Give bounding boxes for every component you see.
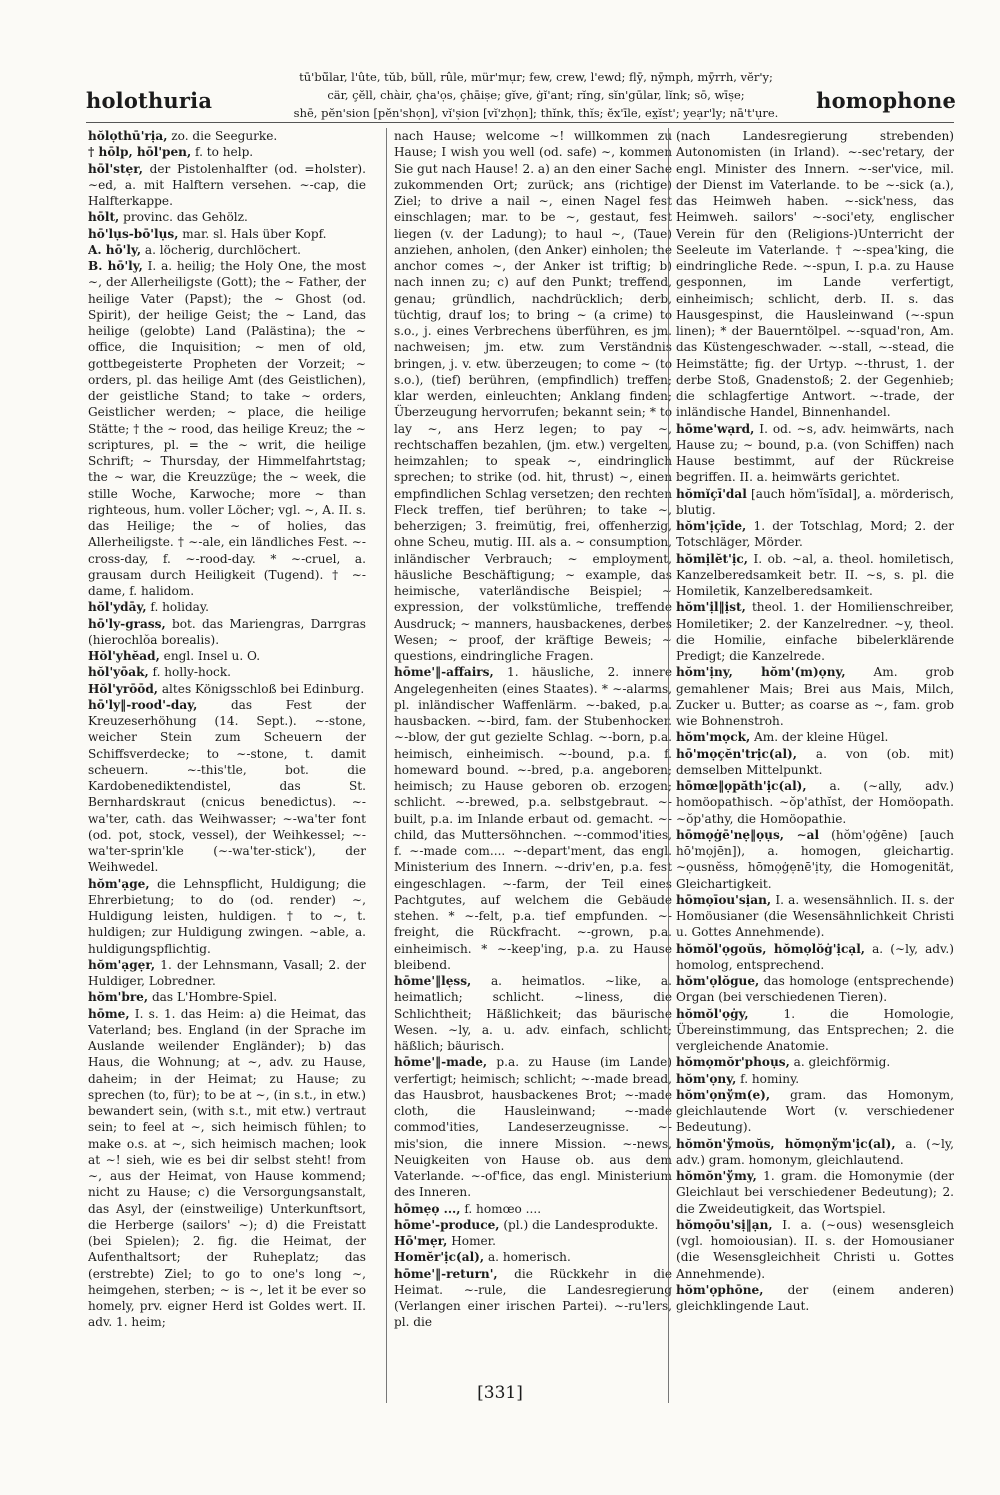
column-left <box>88 128 366 1406</box>
dictionary-entry <box>676 421 954 486</box>
headword: hŏm'ịçīde, <box>676 519 747 533</box>
definition: f. hominy. <box>736 1071 800 1086</box>
pronunciation-key-line: shē, pĕn'sion [pĕn'shọn], vĭ'ṣion [vĭ'zhọn]; thĭnk, thĭs; ĕx'īle, ex̤ĭst'; yeạr'ly; nā't'ụre. <box>293 106 779 120</box>
dictionary-entry <box>676 1071 954 1087</box>
dictionary-entry <box>88 258 366 599</box>
headword: hŏmŏl'ọġy, <box>676 1006 749 1021</box>
dictionary-entry <box>88 144 366 160</box>
definition: (pl.) die Landesprodukte. <box>499 1217 659 1232</box>
dictionary-entry <box>676 1054 954 1070</box>
headword: hŏmọōu'sị‖ạn, <box>676 1217 773 1232</box>
definition: der Pistolenhalfter (od. =holster). ∼ed, a. mit Halftern versehen. ∼-cap, die Halfterkappe. <box>88 161 366 208</box>
headword: hōmẹọ ..., <box>394 1201 461 1216</box>
definition: das Fest der Kreuzeserhöhung (14. Sept.). ∼-stone, weicher Stein zum Scheuern der Schiffsverdecke; to ∼-stone, t. damit scheuern. ∼-this'tle, bot. die Kardobenediktendistel, das St. Bernhardskraut (cnicus benedictus). ∼-wa'ter, cath. das Weihwasser; ∼-wa'ter font (od. pot, stock, vessel), der Weihkessel; ∼-wa'ter-sprin'kle (∼-wa'ter-stick'), der Weihwedel. <box>88 697 366 875</box>
definition: 1. häusliche, 2. innere Angelegenheiten (eines Staates). * ∼-alarms, pl. inländischer Waffenlärm. ∼-baked, p.a. hausbacken. ∼-bird, fam. der Stubenhocker. ∼-blow, der gut gezielte Schlag. ∼-born, p.a. heimisch, einheimisch. ∼-bound, p.a. f. homeward bound. ∼-bred, p.a. angeboren; heimisch; zu Hause geboren ob. erzogen; schlicht. ∼-brewed, p.a. selbstgebraut. ∼-built, p.a. im Inlande erbaut od. gemacht. ∼-child, das Muttersöhnchen. ∼-commod'ities, f. ∼-made com.... ∼-depart'ment, das engl. Ministerium des Innern. ∼-driv'en, p.a. fest eingeschlagen. ∼-farm, der Teil eines Pachtgutes, auf welchem die Gebäude stehen. * ∼-felt, p.a. tief empfunden. ∼-freight, die Rückfracht. ∼-grown, p.a. einheimisch. * ∼-keep'ing, p.a. zu Hause bleibend. <box>394 665 672 972</box>
headword: hŏmọmŏr'phoụs, <box>676 1055 790 1070</box>
headword: Hō'mẹr, <box>394 1234 448 1248</box>
pronunciation-key-line: tū'bū̆lar, l'ûte, tŭb, bŭll, rûle, mür'mụr; few, crew, l'ewd; flȳ, nȳmph, mȳrrh, vĕr'y; <box>299 70 773 84</box>
headword: hŏm'mọck, <box>676 730 751 745</box>
headword: hŏm'ọlŏgue, <box>676 974 760 988</box>
dictionary-entry <box>88 226 366 242</box>
headword: Hŏl'yhĕad, <box>88 649 160 663</box>
headword: B. hō'ly, <box>88 259 143 273</box>
headword: hō'mọçĕn'trịc(al), <box>676 746 797 761</box>
headword: Homĕr'ịc(al), <box>394 1250 485 1265</box>
headword: A. hō'ly, <box>88 242 142 257</box>
dictionary-entry <box>676 729 954 745</box>
dictionary-entry <box>676 1282 954 1315</box>
headword: hŏmĭçī'dal <box>676 486 747 501</box>
definition: a. (∼ly, adv.) homolog, entsprechend. <box>676 941 954 972</box>
headword: hŏmŏn'ўmy, <box>676 1169 757 1183</box>
definition: altes Königsschloß bei Edinburg. <box>158 681 365 696</box>
headword: Hŏl'yrōōd, <box>88 681 158 696</box>
definition: p.a. zu Hause (im Lande) verfertigt; heimisch; schlicht; ∼-made bread, das Hausbrot, hausbackenes Brot; ∼-made cloth, die Hausleinwand; ∼-made commod'ities, Landeserzeugnisse. ∼-mis'sion, die innere Mission. ∼-news, Neuigkeiten von Hause ob. aus dem Vaterlande. ∼-of'fice, das engl. Ministerium des Inneren. <box>394 1055 672 1200</box>
definition: f. homœo .... <box>460 1201 542 1216</box>
definition: (nach Landesregierung strebenden) Autonomisten (in Irland). ∼-sec'retary, der engl. Minister des Innern. ∼-ser'vice, mil. der Dienst im Vaterlande. to be ∼-sick (a.), das Heimweh haben. ∼-sick'ness, das Heimweh. sailors' ∼-soci'ety, englischer Verein für den (Religions-)Unterricht der Seeleute im Vaterlande. † ∼-spea'king, die eindringliche Rede. ∼-spun, I. p.a. zu Hause gesponnen, im Lande verfertigt, einheimisch; schlicht, derb. II. s. das Hausgespinst, die Hausleinwand (∼-spun linen); * der Bauerntölpel. ∼-squad'ron, Am. das Küstengeschwader. ∼-stall, ∼-stead, die Heimstätte; fig. der Urtyp. ∼-thrust, 1. der derbe Stoß, Gnadenstoß; 2. der Gegenhieb; die schlagfertige Antwort. ∼-trade, der inländische Handel, Binnenhandel. <box>676 129 954 420</box>
dictionary-entry <box>676 1006 954 1055</box>
dictionary-entry <box>676 486 954 519</box>
headword: hōme'wạrd, <box>676 421 755 436</box>
column-middle <box>394 128 672 1406</box>
dictionary-entry <box>676 551 954 600</box>
definition: 1. gram. die Homonymie (der Gleichlaut bei verschiedener Bedeutung); 2. die Zweideutigkeit, das Wortspiel. <box>676 1169 954 1216</box>
definition: 1. die Homologie, Übereinstimmung, das Entsprechen; 2. die vergleichende Anatomie. <box>676 1006 954 1053</box>
guide-word-right: homophone <box>816 88 956 113</box>
definition: I. s. 1. das Heim: a) die Heimat, das Vaterland; bes. England (in der Sprache im Auslande weilender Engländer); b) das Haus, die Wohnung; at ∼, adv. zu Hause, daheim; in der Heimat; zu Hause; zu sprechen (to, für); to be at ∼, (in s.t., in etw.) bewandert sein, (with s.t., mit etw.) vertraut sein; to feel at ∼, sich heimisch fühlen; to make o.s. at ∼, sich heimisch machen; look at ∼! sieh, wie es bei dir selbst steht! from ∼, aus der Heimat, von Hause kommend; nicht zu Hause; c) die Versorgungsanstalt, das Asyl, der (einstweilige) Unterkunftsort, die Herberge (sailors' ∼); d) die Freistatt (bei Spielen); 2. fig. die Heimat, der Aufenthaltsort; der Ruheplatz; das (erstrebte) Ziel; to go to one's long ∼, heimgehen, sterben; ∼ is ∼, let it be ever so homely, prv. eigner Herd ist Goldes wert. II. adv. 1. heim; <box>88 1006 366 1330</box>
definition: das homologe (entsprechende) Organ (bei verschiedenen Tieren). <box>676 974 954 1005</box>
dictionary-entry <box>88 128 366 144</box>
headword: hŏm'ọny, <box>676 1071 737 1086</box>
headword: hō'ly-grass, <box>88 616 166 631</box>
dictionary-entry <box>676 1168 954 1217</box>
definition: f. holiday. <box>146 600 209 615</box>
definition: bot. das Mariengras, Darrgras (hierochlŏa borealis). <box>88 616 366 647</box>
pronunciation-key-line: cär, çĕll, chàir, çha'ọs, çhāiṣe; gĭve, ġĭ'ant; rĭng, sĭn'gūlar, lĭnk; sō, wīṣe; <box>327 88 745 102</box>
definition: I. a. (∼ous) wesensgleich (vgl. homoiousian). II. s. der Homousianer (die Wesensgleichheit Christi u. Gottes Annehmende). <box>676 1217 954 1281</box>
dictionary-entry <box>88 957 366 990</box>
definition: I. ob. ∼al, a. theol. homiletisch, Kanzelberedsamkeit betr. II. ∼s, s. pl. die Homiletik, Kanzelberedsamkeit. <box>676 551 954 598</box>
dictionary-entry <box>676 599 954 664</box>
dictionary-entry <box>394 1249 672 1265</box>
page-header <box>86 60 956 120</box>
headword: † hōlp, hōl'pen, <box>88 145 192 160</box>
headword: hōmọġē'nẹ‖ọụs, ∼al <box>676 827 820 842</box>
page-number: [331] <box>477 1383 523 1403</box>
headword: hŏm'ịl‖ịst, <box>676 600 746 615</box>
definition: [auch hŏm'ĭsīdal], a. mörderisch, blutig. <box>676 486 954 517</box>
dictionary-entry <box>394 1201 672 1217</box>
definition: I. a. heilig; the Holy One, the most ∼, der Allerheiligste (Gott); the ∼ Father, der heilige Vater (Papst); the ∼ Ghost (od. Spirit), der heilige Geist; the ∼ Land, das heilige (gelobte) Land (Palästina); the ∼ office, die Inquisition; ∼ men of old, gottbegeisterte Propheten der Vorzeit; ∼ orders, pl. das heilige Amt (des Geistlichen), der geistliche Stand; to take ∼ orders, Geistlicher werden; ∼ place, die heilige Stätte; † the ∼ rood, das heilige Kreuz; the ∼ scriptures, pl. = the ∼ writ, die heilige Schrift; ∼ Thursday, der Himmelfahrtstag; the ∼ war, die Kreuzzüge; the ∼ week, die stille Woche, Karwoche; more ∼ than righteous, hum. voller Löcher; vgl. ∼, A. II. s. das Heilige; the ∼ of holies, das Allerheiligste. † ∼-ale, ein ländliches Fest. ∼-cross-day, f. ∼-rood-day. * ∼-cruel, a. grausam durch Heiligkeit (Tugend). † ∼-dame, f. halidom. <box>88 259 366 598</box>
headword: hŏm'ạgẹr, <box>88 957 156 972</box>
headword: hŏmŏn'ўmoŭs, hŏmọnўm'ịc(al), <box>676 1136 896 1151</box>
dictionary-entry <box>88 242 366 258</box>
headword: hōlt, <box>88 210 120 225</box>
headword: hŏl'yōak, <box>88 665 149 680</box>
dictionary-entry <box>676 664 954 729</box>
headword: hōme'-produce, <box>394 1217 500 1232</box>
dictionary-entry <box>394 1233 672 1249</box>
dictionary-entry <box>88 876 366 957</box>
dictionary-entry <box>88 1006 366 1331</box>
guide-word-left: holothuria <box>86 88 213 113</box>
dictionary-entry <box>676 1087 954 1136</box>
definition: a. gleichförmig. <box>789 1055 891 1070</box>
dictionary-entry <box>394 973 672 1054</box>
headword: hōl'stẹr, <box>88 161 143 176</box>
definition: provinc. das Gehölz. <box>119 210 248 225</box>
headword: hŏm'ọnўm(e), <box>676 1087 771 1102</box>
dictionary-entry <box>394 664 672 973</box>
headword: hŏm'ọphōne, <box>676 1282 764 1297</box>
definition: 1. der Lehnsmann, Vasall; 2. der Huldiger, Lobredner. <box>88 957 366 988</box>
headword: hōme'‖-made, <box>394 1055 488 1070</box>
definition: f. to help. <box>191 145 254 160</box>
definition: der (einem anderen) gleichklingende Laut. <box>676 1282 954 1313</box>
dictionary-entry <box>394 128 672 664</box>
definition: f. holly-hock. <box>148 665 232 680</box>
headword: hŏl'ydāy, <box>88 600 147 615</box>
headword: hō'lụs-bō'lụs, <box>88 226 179 241</box>
headword: hŏm'bre, <box>88 990 149 1005</box>
dictionary-entry <box>88 648 366 664</box>
definition: die Lehnspflicht, Huldigung; die Ehrerbietung; to do (od. render) ∼, Huldigung leisten, huldigen. † to ∼, t. huldigen; zur Huldigung zwingen. ∼able, a. huldigungspflichtig. <box>88 876 366 956</box>
dictionary-entry <box>676 892 954 941</box>
dictionary-entry <box>88 989 366 1005</box>
dictionary-entry <box>88 681 366 697</box>
definition: engl. Insel u. O. <box>159 649 261 663</box>
definition: Am. grob gemahlener Mais; Brei aus Mais, Milch, Zucker u. Butter; as coarse as ∼, fam. grob wie Bohnenstroh. <box>676 665 954 728</box>
definition: a. heimatlos. ∼like, a. heimatlich; schlicht. ∼liness, die Schlichtheit; Häßlichkeit; das bäurische Wesen. ∼ly, a. u. adv. einfach, schlicht; häßlich; bäurisch. <box>394 974 672 1053</box>
definition: das L'Hombre-Spiel. <box>148 990 278 1005</box>
definition: 1. der Totschlag, Mord; 2. der Totschläger, Mörder. <box>676 519 954 550</box>
definition: Homer. <box>447 1234 496 1248</box>
headword: hŏm'ạge, <box>88 876 150 891</box>
headword: hō'ly‖-rood'-day, <box>88 697 198 712</box>
dictionary-entry <box>676 1136 954 1169</box>
definition: a. homerisch. <box>484 1250 571 1265</box>
dictionary-entry <box>676 518 954 551</box>
dictionary-entry <box>676 941 954 974</box>
dictionary-entry <box>394 1266 672 1331</box>
headword: hōme'‖lẹss, <box>394 974 472 988</box>
headword: hōmœ‖ọpăth'ịc(al), <box>676 779 807 793</box>
pronunciation-key <box>251 68 821 122</box>
dictionary-entry <box>88 161 366 210</box>
definition: theol. 1. der Homilienschreiber, Homiletiker; 2. der Kanzelredner. ∼y, theol. die Homilie, einfache bibelerklärende Predigt; die Kanzelrede. <box>676 600 954 663</box>
headword: hŏm'ịny, hŏm'(m)ọny, <box>676 665 846 680</box>
definition: Am. der kleine Hügel. <box>750 730 889 745</box>
headword: hōme'‖-return', <box>394 1266 498 1281</box>
definition: a. von (ob. mit) demselben Mittelpunkt. <box>676 746 954 777</box>
definition: I. od. ∼s, adv. heimwärts, nach Hause zu; ∼ bound, p.a. (von Schiffen) nach Hause bestimmt, auf der Rückreise begriffen. II. a. heimwärts gerichtet. <box>676 421 954 485</box>
dictionary-entry <box>88 664 366 680</box>
headword: hōmọīou'sịan, <box>676 892 772 907</box>
dictionary-entry <box>676 973 954 1006</box>
headword: hŏmŏl'ọgoŭs, hŏmọlŏġ'ịcạl, <box>676 941 866 956</box>
column-divider <box>668 128 669 1403</box>
headword: hŏlọthū'rịa, <box>88 129 168 143</box>
definition: (hŏm'ọġēne) [auch hō'mọjēn]), a. homogen, gleichartig. ∼ọusnĕss, hōmọġẹnē'ịty, die Homogenität, Gleichartigkeit. <box>676 827 954 891</box>
headword: hōme, <box>88 1006 130 1021</box>
headword: hŏmịlĕt'ịc, <box>676 551 748 566</box>
definition: mar. sl. Hals über Kopf. <box>178 226 327 241</box>
definition: a. löcherig, durchlöchert. <box>141 242 301 257</box>
dictionary-entry <box>88 599 366 615</box>
headword: hōme'‖-affairs, <box>394 665 494 680</box>
dictionary-entry <box>394 1054 672 1200</box>
definition: a. (∼ally, adv.) homöopathisch. ∼ŏp'athĭst, der Homöopath. ∼ŏp'athy, die Homöopathie. <box>676 779 954 826</box>
definition: a. (∼ly, adv.) gram. homonym, gleichlautend. <box>676 1136 954 1167</box>
definition: I. a. wesensähnlich. II. s. der Homöusianer (die Wesensähnlichkeit Christi u. Gottes Annehmende). <box>676 892 954 940</box>
definition: zo. die Seegurke. <box>167 129 278 143</box>
definition: die Rückkehr in die Heimat. ∼-rule, die Landesregierung (Verlangen einer irischen Partei). ∼-ru'lers, pl. die <box>394 1266 672 1330</box>
dictionary-entry <box>676 827 954 892</box>
dictionary-entry <box>676 128 954 421</box>
dictionary-entry <box>676 778 954 827</box>
dictionary-entry <box>88 209 366 225</box>
column-right <box>676 128 954 1406</box>
dictionary-entry <box>88 616 366 649</box>
dictionary-entry <box>88 697 366 876</box>
definition: gram. das Homonym, gleichlautende Wort (v. verschiedener Bedeutung). <box>676 1087 954 1135</box>
dictionary-entry <box>676 1217 954 1282</box>
dictionary-entry <box>676 746 954 779</box>
header-rule <box>86 122 954 123</box>
column-divider <box>386 128 387 1403</box>
dictionary-entry <box>394 1217 672 1233</box>
definition: nach Hause; welcome ∼! willkommen zu Hause; I wish you well (od. safe) ∼, kommen Sie gut nach Hause! 2. a) an den einer Sache zukommenden Ort; zurück; ans (richtige) Ziel; to drive a nail ∼, einen Nagel fest einschlagen; mar. to be ∼, gestaut, fest liegen (v. der Ladung); to haul ∼, (Taue) anziehen, anholen, (den Anker) einholen; the anchor comes ∼, der Anker ist triftig; b) nach innen zu; c) auf den Punkt; treffend, genau; gründlich, nachdrücklich; derb, tüchtig, drauf los; to bring ∼ (a crime) to s.o., j. eines Verbrechens überführen, es jm. nachweisen; jm. etw. zum Verständnis bringen, j. v. etw. überzeugen; to come ∼ (to s.o.), (tief) berühren, (empfindlich) treffen; klar werden, einleuchten; Anklang finden; Überzeugung hervorrufen; bekannt sein; * to lay ∼, ans Herz legen; to pay ∼, rechtschaffen bezahlen, (jm. etw.) vergelten, heimzahlen; to speak ∼, eindringlich sprechen; to strike (od. hit, thrust) ∼, einen empfindlichen Schlag versetzen; den rechten Fleck treffen, tief berühren; to take ∼, beherzigen; 3. freimütig, frei, offenherzig, ohne Scheu, mutig. III. als a. ∼ consumption, inländischer Verbrauch; ∼ employment, häusliche Beschäftigung; ∼ example, das heimische, vaterländische Beispiel; ∼ expression, der volkstümliche, treffende Ausdruck; ∼ manners, hausbackenes, derbes Wesen; ∼ proof, der kräftige Beweis; ∼ questions, eindringliche Fragen. <box>394 129 672 663</box>
